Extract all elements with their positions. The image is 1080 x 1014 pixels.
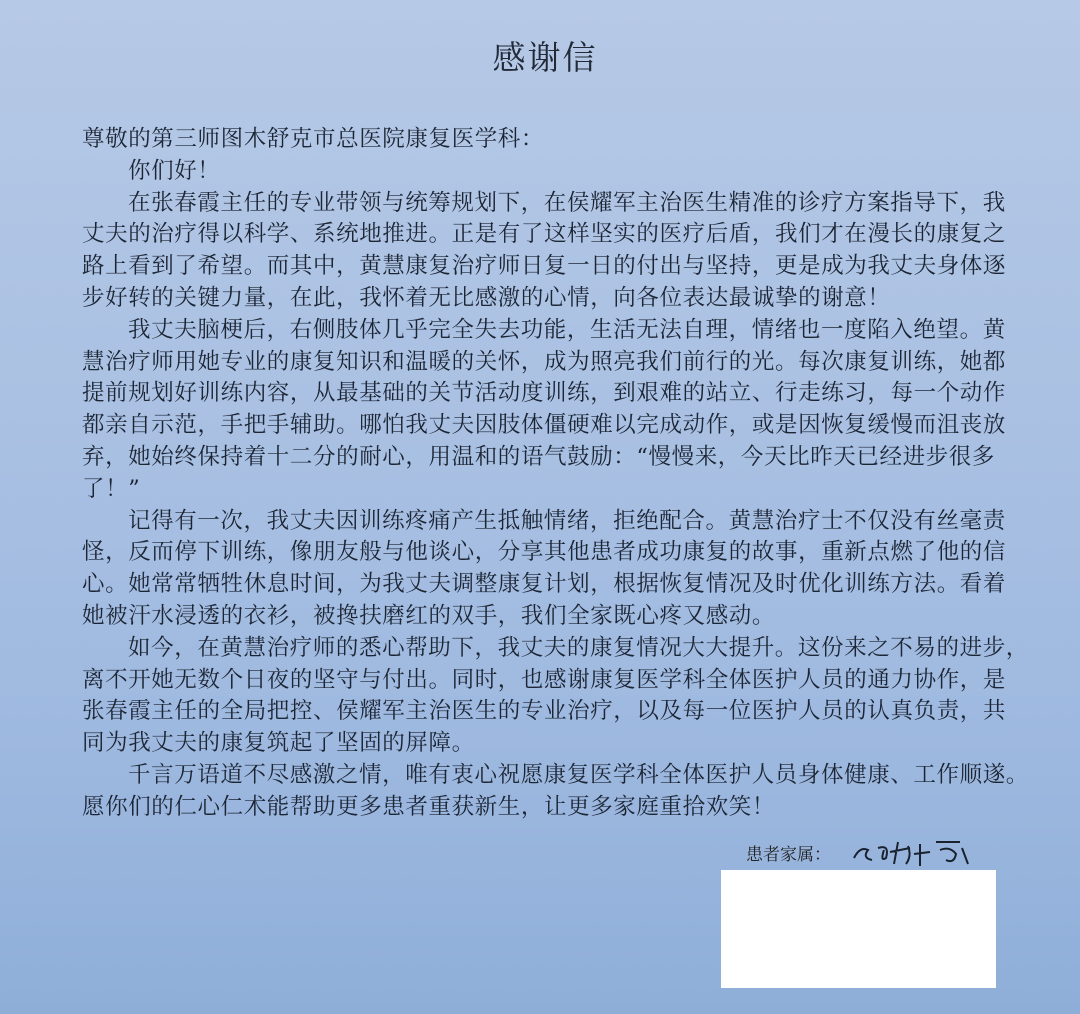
paragraph-line: 愿你们的仁心仁术能帮助更多患者重获新生，让更多家庭重拾欢笑！ [82, 793, 776, 820]
paragraph-line: 路上看到了希望。而其中，黄慧康复治疗师日复一日的付出与坚持，更是成为我丈夫身体逐 [82, 253, 1007, 280]
paragraph-line: 在张春霞主任的专业带领与统筹规划下，在侯耀军主治医生精准的诊疗方案指导下，我 [128, 189, 1006, 216]
paragraph-line: 步好转的关键力量，在此，我怀着无比感激的心情，向各位表达最诚挚的谢意！ [82, 284, 891, 311]
letter-title: 感谢信 [492, 38, 598, 77]
paragraph-line: 怪，反而停下训练，像朋友般与他谈心，分享其他患者成功康复的故事，重新点燃了他的信 [82, 539, 1007, 566]
paragraph-line: 丈夫的治疗得以科学、系统地推进。正是有了这样坚实的医疗后盾，我们才在漫长的康复之 [82, 221, 1007, 248]
redaction-box [721, 870, 996, 988]
signature-label: 患者家属： [746, 845, 831, 865]
paragraphs [82, 188, 1029, 824]
paragraph-line: 心。她常常牺牲休息时间，为我丈夫调整康复计划，根据恢复情况及时优化训练方法。看着 [82, 571, 1007, 598]
salutation: 尊敬的第三师图木舒克市总医院康复医学科： [82, 126, 545, 152]
paragraph-line: 都亲自示范，手把手辅助。哪怕我丈夫因肢体僵硬难以完成动作，或是因恢复缓慢而沮丧放 [82, 412, 1007, 439]
paragraph-line: 千言万语道不尽感激之情，唯有衷心祝愿康复医学科全体医护人员身体健康、工作顺遂。 [128, 761, 1029, 788]
paragraph-line: 同为我丈夫的康复筑起了坚固的屏障。 [82, 730, 475, 757]
paragraph-line: 慧治疗师用她专业的康复知识和温暖的关怀，成为照亮我们前行的光。每次康复训练，她都 [82, 348, 1007, 375]
paragraph-line: 弃，她始终保持着十二分的耐心，用温和的语气鼓励：“慢慢来，今天比昨天已经进步很多 [82, 443, 996, 470]
paragraph-line: 记得有一次，我丈夫因训练疼痛产生抵触情绪，拒绝配合。黄慧治疗士不仅没有丝毫责 [128, 507, 1006, 534]
paragraph-line: 她被汗水浸透的衣衫，被搀扶磨红的双手，我们全家既心疼又感动。 [82, 602, 776, 629]
paragraph-line: 离不开她无数个日夜的坚守与付出。同时，也感谢康复医学科全体医护人员的通力协作，是 [82, 666, 1007, 693]
paragraph-line: 如今，在黄慧治疗师的悉心帮助下，我丈夫的康复情况大大提升。这份来之不易的进步， [128, 634, 1029, 661]
paragraph-line: 了！” [82, 475, 141, 502]
greeting: 你们好！ [128, 157, 221, 184]
handwritten-signature [850, 836, 990, 868]
paragraph-line: 张春霞主任的全局把控、侯耀军主治医生的专业治疗，以及每一位医护人员的认真负责，共 [82, 698, 1007, 725]
paragraph-line: 我丈夫脑梗后，右侧肢体几乎完全失去功能，生活无法自理，情绪也一度陷入绝望。黄 [128, 316, 1006, 343]
paragraph-line: 提前规划好训练内容，从最基础的关节活动度训练，到艰难的站立、行走练习，每一个动作 [82, 380, 1007, 407]
letter-body [82, 124, 1029, 824]
